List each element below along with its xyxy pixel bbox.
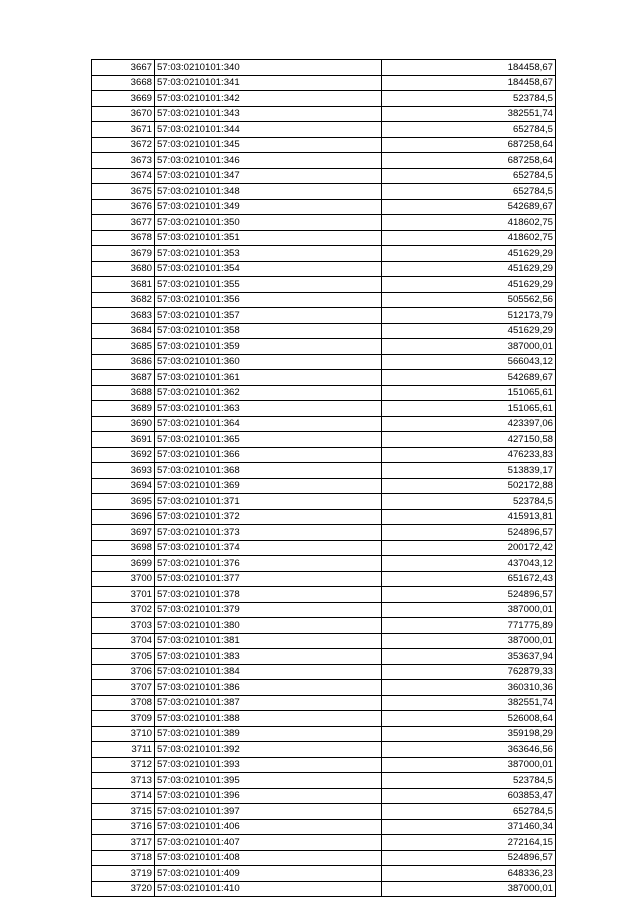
cadastral-number-cell: 57:03:0210101:358 — [155, 323, 382, 339]
cadastral-number-cell: 57:03:0210101:395 — [155, 773, 382, 789]
cadastral-value-table — [91, 59, 556, 897]
cadastral-number-cell: 57:03:0210101:346 — [155, 153, 382, 169]
value-cell: 542689,67 — [382, 199, 556, 215]
cadastral-number-cell: 57:03:0210101:353 — [155, 246, 382, 262]
table-row — [92, 122, 556, 138]
cadastral-number-cell: 57:03:0210101:379 — [155, 602, 382, 618]
value-cell: 353637,94 — [382, 649, 556, 665]
value-cell: 523784,5 — [382, 91, 556, 107]
row-number-cell: 3717 — [92, 835, 155, 851]
cadastral-number-cell: 57:03:0210101:365 — [155, 432, 382, 448]
row-number-cell: 3711 — [92, 742, 155, 758]
value-cell: 437043,12 — [382, 556, 556, 572]
table-row — [92, 447, 556, 463]
row-number-cell: 3680 — [92, 261, 155, 277]
row-number-cell: 3681 — [92, 277, 155, 293]
row-number-cell: 3667 — [92, 60, 155, 76]
table-row — [92, 509, 556, 525]
row-number-cell: 3684 — [92, 323, 155, 339]
value-cell: 387000,01 — [382, 881, 556, 897]
value-cell: 387000,01 — [382, 602, 556, 618]
row-number-cell: 3706 — [92, 664, 155, 680]
table-row — [92, 401, 556, 417]
cadastral-number-cell: 57:03:0210101:381 — [155, 633, 382, 649]
value-cell: 415913,81 — [382, 509, 556, 525]
row-number-cell: 3685 — [92, 339, 155, 355]
row-number-cell: 3678 — [92, 230, 155, 246]
cadastral-number-cell: 57:03:0210101:356 — [155, 292, 382, 308]
row-number-cell: 3674 — [92, 168, 155, 184]
value-cell: 184458,67 — [382, 75, 556, 91]
table-row — [92, 618, 556, 634]
cadastral-number-cell: 57:03:0210101:396 — [155, 788, 382, 804]
cadastral-number-cell: 57:03:0210101:361 — [155, 370, 382, 386]
row-number-cell: 3668 — [92, 75, 155, 91]
value-cell: 542689,67 — [382, 370, 556, 386]
row-number-cell: 3707 — [92, 680, 155, 696]
cadastral-number-cell: 57:03:0210101:364 — [155, 416, 382, 432]
value-cell: 200172,42 — [382, 540, 556, 556]
table-row — [92, 664, 556, 680]
table-row — [92, 385, 556, 401]
cadastral-number-cell: 57:03:0210101:343 — [155, 106, 382, 122]
table-row — [92, 153, 556, 169]
value-cell: 566043,12 — [382, 354, 556, 370]
value-cell: 371460,34 — [382, 819, 556, 835]
cadastral-number-cell: 57:03:0210101:341 — [155, 75, 382, 91]
row-number-cell: 3708 — [92, 695, 155, 711]
value-cell: 272164,15 — [382, 835, 556, 851]
value-cell: 524896,57 — [382, 850, 556, 866]
value-cell: 387000,01 — [382, 633, 556, 649]
row-number-cell: 3720 — [92, 881, 155, 897]
cadastral-number-cell: 57:03:0210101:357 — [155, 308, 382, 324]
value-cell: 451629,29 — [382, 277, 556, 293]
row-number-cell: 3670 — [92, 106, 155, 122]
row-number-cell: 3686 — [92, 354, 155, 370]
row-number-cell: 3702 — [92, 602, 155, 618]
value-cell: 526008,64 — [382, 711, 556, 727]
cadastral-number-cell: 57:03:0210101:389 — [155, 726, 382, 742]
table-row — [92, 804, 556, 820]
value-cell: 151065,61 — [382, 401, 556, 417]
table-row — [92, 788, 556, 804]
value-cell: 387000,01 — [382, 339, 556, 355]
table-row — [92, 432, 556, 448]
row-number-cell: 3677 — [92, 215, 155, 231]
value-cell: 451629,29 — [382, 323, 556, 339]
cadastral-number-cell: 57:03:0210101:340 — [155, 60, 382, 76]
value-cell: 651672,43 — [382, 571, 556, 587]
table-row — [92, 230, 556, 246]
cadastral-number-cell: 57:03:0210101:406 — [155, 819, 382, 835]
table-row — [92, 587, 556, 603]
table-row — [92, 773, 556, 789]
value-cell: 387000,01 — [382, 757, 556, 773]
cadastral-number-cell: 57:03:0210101:369 — [155, 478, 382, 494]
value-cell: 524896,57 — [382, 587, 556, 603]
cadastral-number-cell: 57:03:0210101:371 — [155, 494, 382, 510]
cadastral-number-cell: 57:03:0210101:387 — [155, 695, 382, 711]
cadastral-number-cell: 57:03:0210101:342 — [155, 91, 382, 107]
value-cell: 476233,83 — [382, 447, 556, 463]
table-body — [92, 60, 556, 897]
table-row — [92, 525, 556, 541]
table-row — [92, 881, 556, 897]
cadastral-number-cell: 57:03:0210101:397 — [155, 804, 382, 820]
table-row — [92, 556, 556, 572]
cadastral-number-cell: 57:03:0210101:360 — [155, 354, 382, 370]
table-row — [92, 339, 556, 355]
table-row — [92, 633, 556, 649]
value-cell: 359198,29 — [382, 726, 556, 742]
table-row — [92, 478, 556, 494]
row-number-cell: 3687 — [92, 370, 155, 386]
table-row — [92, 416, 556, 432]
table-row — [92, 850, 556, 866]
cadastral-number-cell: 57:03:0210101:388 — [155, 711, 382, 727]
cadastral-number-cell: 57:03:0210101:355 — [155, 277, 382, 293]
table-row — [92, 137, 556, 153]
row-number-cell: 3700 — [92, 571, 155, 587]
cadastral-number-cell: 57:03:0210101:383 — [155, 649, 382, 665]
row-number-cell: 3716 — [92, 819, 155, 835]
row-number-cell: 3675 — [92, 184, 155, 200]
row-number-cell: 3715 — [92, 804, 155, 820]
cadastral-number-cell: 57:03:0210101:392 — [155, 742, 382, 758]
value-cell: 512173,79 — [382, 308, 556, 324]
table-row — [92, 370, 556, 386]
row-number-cell: 3701 — [92, 587, 155, 603]
row-number-cell: 3672 — [92, 137, 155, 153]
row-number-cell: 3688 — [92, 385, 155, 401]
table-row — [92, 602, 556, 618]
value-cell: 513839,17 — [382, 463, 556, 479]
row-number-cell: 3695 — [92, 494, 155, 510]
value-cell: 524896,57 — [382, 525, 556, 541]
value-cell: 652784,5 — [382, 122, 556, 138]
value-cell: 502172,88 — [382, 478, 556, 494]
value-cell: 151065,61 — [382, 385, 556, 401]
table-row — [92, 184, 556, 200]
cadastral-number-cell: 57:03:0210101:408 — [155, 850, 382, 866]
value-cell: 423397,06 — [382, 416, 556, 432]
table-row — [92, 308, 556, 324]
table-row — [92, 726, 556, 742]
value-cell: 363646,56 — [382, 742, 556, 758]
table-row — [92, 571, 556, 587]
cadastral-number-cell: 57:03:0210101:409 — [155, 866, 382, 882]
table-row — [92, 75, 556, 91]
value-cell: 648336,23 — [382, 866, 556, 882]
cadastral-number-cell: 57:03:0210101:377 — [155, 571, 382, 587]
cadastral-number-cell: 57:03:0210101:386 — [155, 680, 382, 696]
table-row — [92, 463, 556, 479]
table-row — [92, 323, 556, 339]
cadastral-number-cell: 57:03:0210101:348 — [155, 184, 382, 200]
table-row — [92, 168, 556, 184]
value-cell: 418602,75 — [382, 215, 556, 231]
row-number-cell: 3696 — [92, 509, 155, 525]
row-number-cell: 3671 — [92, 122, 155, 138]
cadastral-number-cell: 57:03:0210101:374 — [155, 540, 382, 556]
row-number-cell: 3683 — [92, 308, 155, 324]
cadastral-number-cell: 57:03:0210101:368 — [155, 463, 382, 479]
cadastral-number-cell: 57:03:0210101:366 — [155, 447, 382, 463]
cadastral-number-cell: 57:03:0210101:354 — [155, 261, 382, 277]
value-cell: 427150,58 — [382, 432, 556, 448]
table-row — [92, 680, 556, 696]
row-number-cell: 3705 — [92, 649, 155, 665]
value-cell: 771775,89 — [382, 618, 556, 634]
table-row — [92, 199, 556, 215]
table-row — [92, 695, 556, 711]
value-cell: 451629,29 — [382, 246, 556, 262]
row-number-cell: 3673 — [92, 153, 155, 169]
value-cell: 382551,74 — [382, 106, 556, 122]
table-row — [92, 494, 556, 510]
row-number-cell: 3692 — [92, 447, 155, 463]
row-number-cell: 3719 — [92, 866, 155, 882]
cadastral-number-cell: 57:03:0210101:373 — [155, 525, 382, 541]
table-row — [92, 246, 556, 262]
value-cell: 652784,5 — [382, 804, 556, 820]
value-cell: 418602,75 — [382, 230, 556, 246]
row-number-cell: 3699 — [92, 556, 155, 572]
row-number-cell: 3709 — [92, 711, 155, 727]
cadastral-number-cell: 57:03:0210101:362 — [155, 385, 382, 401]
cadastral-number-cell: 57:03:0210101:410 — [155, 881, 382, 897]
table-row — [92, 866, 556, 882]
row-number-cell: 3710 — [92, 726, 155, 742]
cadastral-number-cell: 57:03:0210101:344 — [155, 122, 382, 138]
row-number-cell: 3703 — [92, 618, 155, 634]
value-cell: 451629,29 — [382, 261, 556, 277]
row-number-cell: 3691 — [92, 432, 155, 448]
table-row — [92, 292, 556, 308]
cadastral-number-cell: 57:03:0210101:345 — [155, 137, 382, 153]
value-cell: 652784,5 — [382, 168, 556, 184]
value-cell: 603853,47 — [382, 788, 556, 804]
cadastral-number-cell: 57:03:0210101:347 — [155, 168, 382, 184]
row-number-cell: 3676 — [92, 199, 155, 215]
row-number-cell: 3682 — [92, 292, 155, 308]
cadastral-number-cell: 57:03:0210101:376 — [155, 556, 382, 572]
value-cell: 687258,64 — [382, 153, 556, 169]
cadastral-number-cell: 57:03:0210101:372 — [155, 509, 382, 525]
table-row — [92, 60, 556, 76]
row-number-cell: 3669 — [92, 91, 155, 107]
row-number-cell: 3690 — [92, 416, 155, 432]
cadastral-number-cell: 57:03:0210101:359 — [155, 339, 382, 355]
row-number-cell: 3679 — [92, 246, 155, 262]
value-cell: 652784,5 — [382, 184, 556, 200]
table-row — [92, 106, 556, 122]
cadastral-number-cell: 57:03:0210101:350 — [155, 215, 382, 231]
table-row — [92, 261, 556, 277]
row-number-cell: 3694 — [92, 478, 155, 494]
value-cell: 687258,64 — [382, 137, 556, 153]
cadastral-number-cell: 57:03:0210101:407 — [155, 835, 382, 851]
value-cell: 184458,67 — [382, 60, 556, 76]
cadastral-number-cell: 57:03:0210101:378 — [155, 587, 382, 603]
value-cell: 523784,5 — [382, 494, 556, 510]
value-cell: 505562,56 — [382, 292, 556, 308]
row-number-cell: 3718 — [92, 850, 155, 866]
table-row — [92, 354, 556, 370]
table-row — [92, 277, 556, 293]
value-cell: 360310,36 — [382, 680, 556, 696]
table-row — [92, 91, 556, 107]
table-row — [92, 215, 556, 231]
row-number-cell: 3704 — [92, 633, 155, 649]
row-number-cell: 3697 — [92, 525, 155, 541]
row-number-cell: 3714 — [92, 788, 155, 804]
cadastral-number-cell: 57:03:0210101:351 — [155, 230, 382, 246]
table-row — [92, 649, 556, 665]
row-number-cell: 3693 — [92, 463, 155, 479]
table-row — [92, 819, 556, 835]
row-number-cell: 3713 — [92, 773, 155, 789]
table-row — [92, 540, 556, 556]
value-cell: 762879,33 — [382, 664, 556, 680]
row-number-cell: 3712 — [92, 757, 155, 773]
cadastral-number-cell: 57:03:0210101:349 — [155, 199, 382, 215]
value-cell: 382551,74 — [382, 695, 556, 711]
row-number-cell: 3698 — [92, 540, 155, 556]
value-cell: 523784,5 — [382, 773, 556, 789]
table-row — [92, 757, 556, 773]
cadastral-number-cell: 57:03:0210101:380 — [155, 618, 382, 634]
table-row — [92, 711, 556, 727]
row-number-cell: 3689 — [92, 401, 155, 417]
table-row — [92, 742, 556, 758]
table-row — [92, 835, 556, 851]
cadastral-number-cell: 57:03:0210101:393 — [155, 757, 382, 773]
cadastral-number-cell: 57:03:0210101:363 — [155, 401, 382, 417]
cadastral-number-cell: 57:03:0210101:384 — [155, 664, 382, 680]
